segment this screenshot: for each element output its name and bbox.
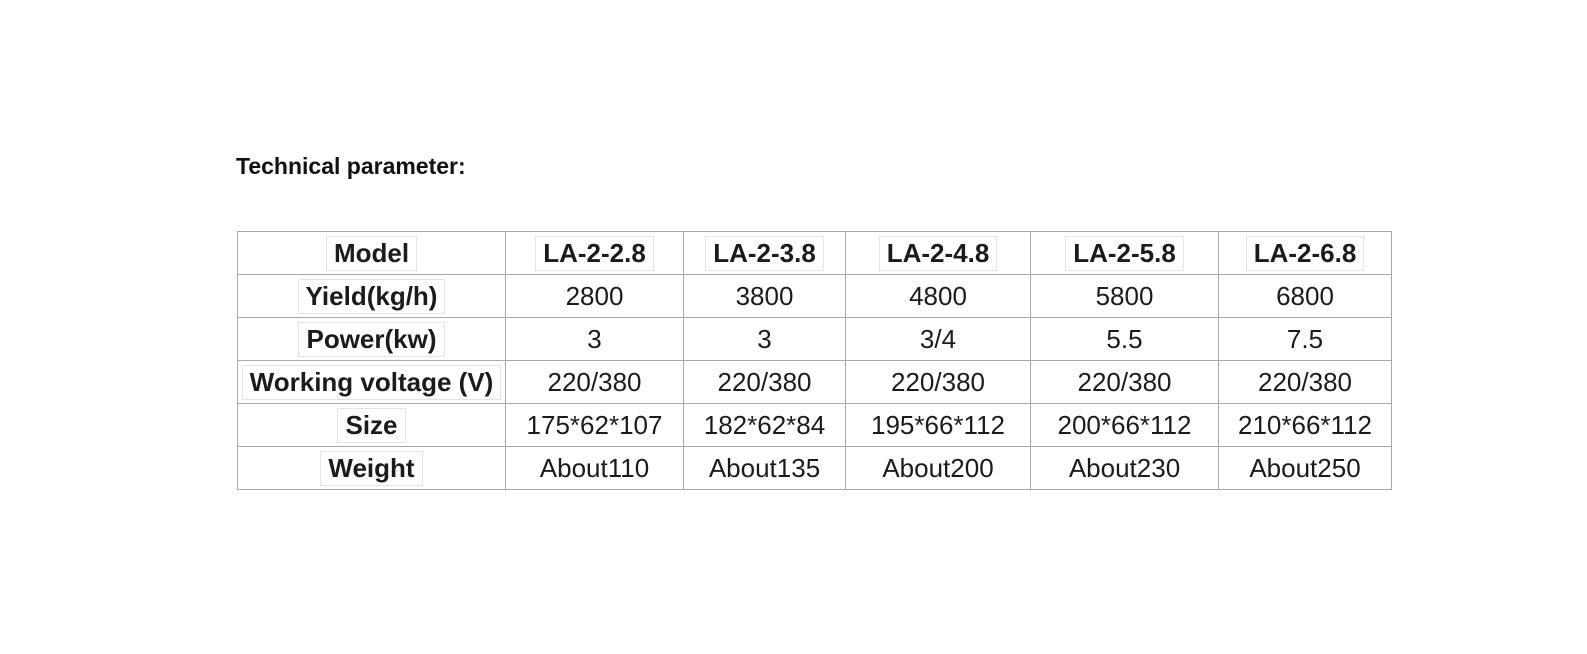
cell-value: 5.5 [1106,323,1143,354]
cell-value: 2800 [565,280,624,311]
model-name: LA-2-6.8 [1246,236,1365,271]
row-label-cell [238,275,506,318]
table-row-voltage [238,361,1392,404]
row-label-cell [238,318,506,361]
value-cell [846,361,1031,404]
cell-value: 195*66*112 [871,409,1005,440]
model-header-cell [684,232,846,275]
technical-parameter-table [237,231,1392,490]
value-cell [1219,275,1392,318]
value-cell [1031,361,1219,404]
cell-value: 210*66*112 [1238,409,1372,440]
model-name: LA-2-4.8 [879,236,998,271]
row-label: Yield(kg/h) [298,279,446,314]
cell-value: 200*66*112 [1057,409,1192,440]
corner-cell-model [238,232,506,275]
model-header-cell [1031,232,1219,275]
cell-value: 220/380 [1258,366,1352,397]
table-header-row [238,232,1392,275]
value-cell [684,318,846,361]
model-header-cell [1219,232,1392,275]
cell-value: About135 [708,452,821,483]
value-cell [506,318,684,361]
table-row-yield [238,275,1392,318]
model-name: LA-2-3.8 [705,236,824,271]
cell-value: 220/380 [891,366,985,397]
row-label: Working voltage (V) [242,365,502,400]
corner-label: Model [326,236,417,271]
cell-value: About230 [1068,452,1181,483]
value-cell [846,447,1031,490]
table-row-size [238,404,1392,447]
row-label: Size [337,408,405,443]
cell-value: 3/4 [919,323,957,354]
cell-value: 4800 [909,280,967,311]
value-cell [1031,318,1219,361]
model-name: LA-2-5.8 [1065,236,1184,271]
value-cell [1219,404,1392,447]
table-row-weight [238,447,1392,490]
page-title: Technical parameter: [236,153,466,179]
value-cell [684,404,846,447]
cell-value: About250 [1249,452,1361,483]
cell-value: 3800 [735,280,794,311]
cell-value: 7.5 [1286,323,1324,354]
value-cell [506,447,684,490]
value-cell [846,318,1031,361]
row-label: Power(kw) [298,322,444,357]
row-label: Weight [320,451,422,486]
model-name: LA-2-2.8 [535,236,654,271]
cell-value: 175*62*107 [526,409,663,440]
row-label-cell [238,404,506,447]
value-cell [684,275,846,318]
cell-value: 220/380 [547,366,642,397]
cell-value: 182*62*84 [703,409,826,440]
value-cell [506,361,684,404]
cell-value: 3 [757,323,772,354]
value-cell [684,447,846,490]
cell-value: About110 [539,452,650,483]
value-cell [506,275,684,318]
row-label-cell [238,447,506,490]
cell-value: 5800 [1095,280,1154,311]
cell-value: 3 [587,323,602,354]
cell-value: 220/380 [717,366,812,397]
value-cell [506,404,684,447]
value-cell [1219,447,1392,490]
cell-value: 220/380 [1077,366,1172,397]
value-cell [1031,447,1219,490]
cell-value: 6800 [1276,280,1334,311]
row-label-cell [238,361,506,404]
table-row-power [238,318,1392,361]
cell-value: About200 [882,452,994,483]
value-cell [846,275,1031,318]
value-cell [1031,275,1219,318]
model-header-cell [506,232,684,275]
value-cell [1219,318,1392,361]
value-cell [684,361,846,404]
model-header-cell [846,232,1031,275]
value-cell [1219,361,1392,404]
value-cell [846,404,1031,447]
value-cell [1031,404,1219,447]
